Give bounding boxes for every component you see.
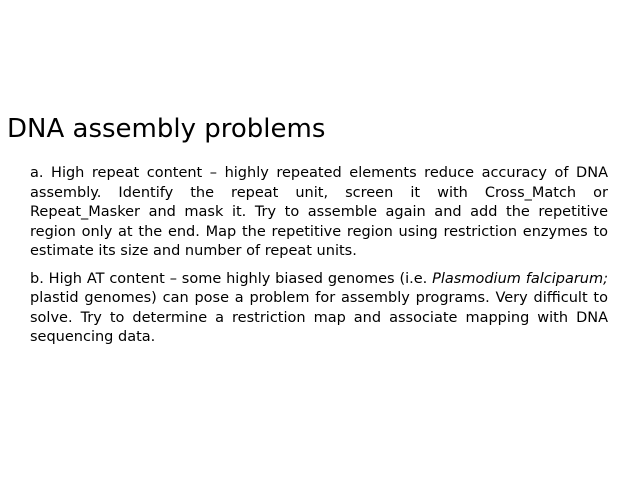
paragraph-b-lead-text: b. High AT content – some highly biased genomes (i.e. — [30, 270, 433, 287]
paragraph-high-at-content — [30, 270, 608, 348]
paragraph-high-repeat-content: a. High repeat content – highly repeated elements reduce accuracy of DNA assembly. Identify the repeat unit, screen it with Cross_Match or Repeat_Masker and mask it. Try to assemble again and add the repetitive region only at the end. Map the repetitive region using restriction enzymes to estimate its size and number of repeat units. — [30, 165, 608, 259]
species-name-italic: Plasmodium falciparum; — [432, 270, 608, 287]
paragraph-b-trailing-text: plastid genomes) can pose a problem for assembly programs. Very difficult to solve. Try to determine a restriction map and associate mapping with DNA sequencing data. — [30, 290, 608, 345]
slide-body — [30, 164, 608, 356]
slide-title: DNA assembly problems — [7, 114, 326, 144]
